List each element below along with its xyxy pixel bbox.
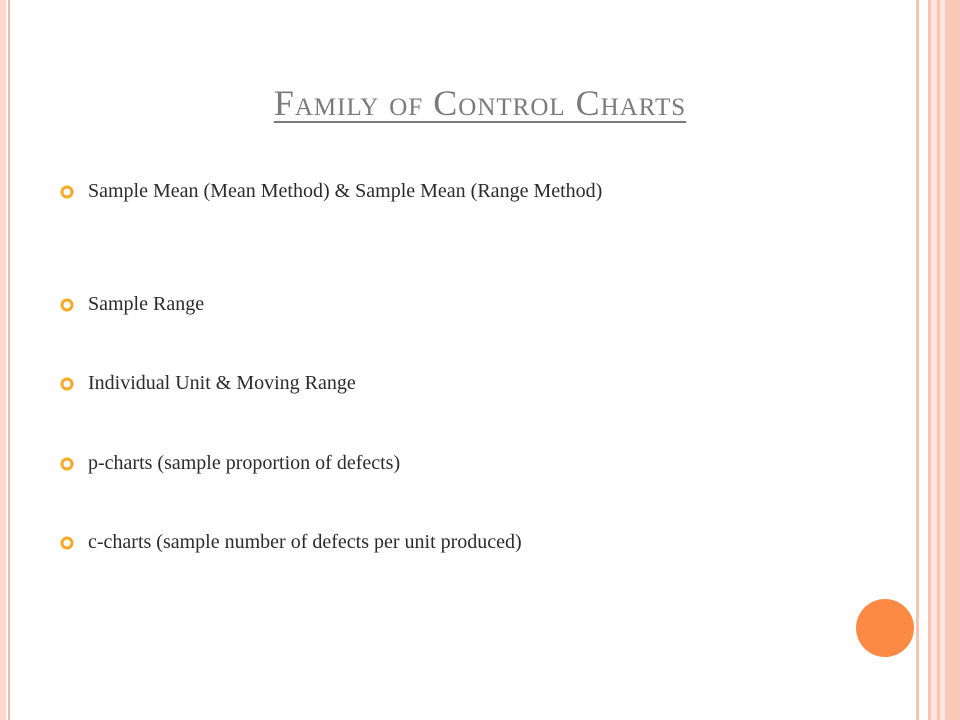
bullet-item: [60, 450, 788, 477]
bullet-text: Individual Unit & Moving Range: [88, 372, 356, 394]
bullet-item: [60, 178, 788, 205]
bullet-text: Sample Mean (Mean Method) & Sample Mean (Range Method): [88, 180, 603, 202]
ring-bullet-icon: [60, 185, 74, 199]
bullet-text: p-charts (sample proportion of defects): [88, 452, 401, 474]
bullet-item: [60, 370, 788, 397]
orange-circle-decoration: [856, 599, 914, 657]
bullet-text: Sample Range: [88, 293, 205, 315]
slide-title: Family of Control Charts: [273, 83, 687, 123]
ring-bullet-icon: [60, 536, 74, 550]
bullet-item: [60, 291, 788, 318]
ring-bullet-icon: [60, 457, 74, 471]
ring-bullet-icon: [60, 377, 74, 391]
ring-bullet-icon: [60, 298, 74, 312]
bullet-item: [60, 529, 788, 556]
bullet-text: c-charts (sample number of defects per unit produced): [88, 531, 522, 553]
